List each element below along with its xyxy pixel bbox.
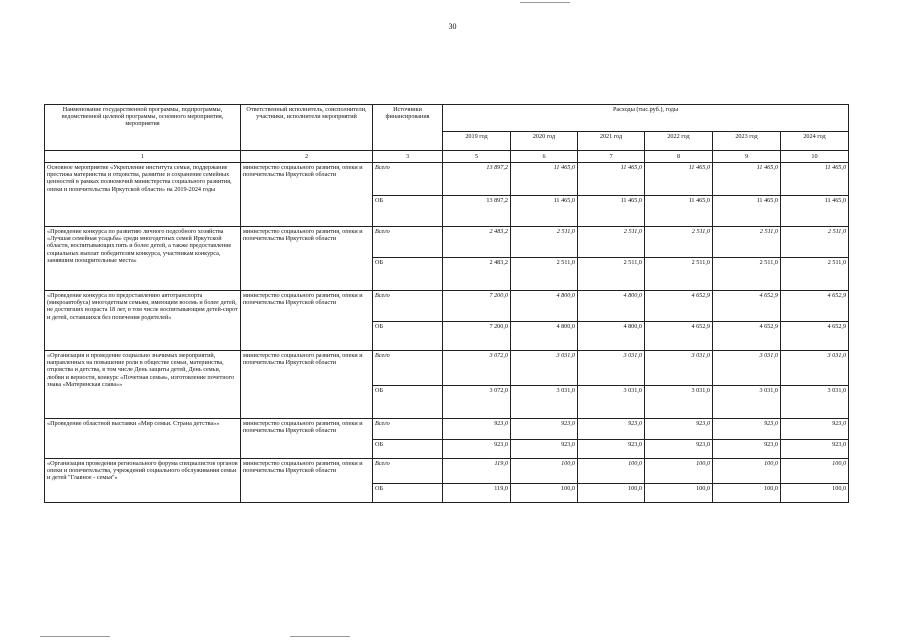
total-value: 4 800,0 (511, 291, 578, 322)
total-value: 923,0 (781, 419, 849, 440)
total-value: 100,0 (578, 459, 645, 484)
measure-name: «Организация проведения регионального форума специалистов органов опеки и попечительства, учреждений социального обслуживания семьи и детей "Главное - семья"» (45, 459, 241, 503)
ob-value: 119,0 (443, 484, 511, 503)
total-value: 923,0 (511, 419, 578, 440)
ob-value: 2 511,0 (511, 258, 578, 291)
total-value: 3 031,0 (645, 351, 713, 386)
column-number: 6 (511, 151, 578, 163)
table-row (45, 291, 849, 322)
header-year: 2023 год (713, 132, 781, 151)
column-number: 8 (645, 151, 713, 163)
ob-value: 923,0 (645, 440, 713, 459)
ob-value: 3 031,0 (713, 386, 781, 419)
ob-value: 923,0 (578, 440, 645, 459)
total-value: 119,0 (443, 459, 511, 484)
total-value: 4 652,9 (645, 291, 713, 322)
funding-source-total: Всего (373, 351, 443, 386)
total-value: 11 465,0 (713, 163, 781, 196)
funding-source-total: Всего (373, 291, 443, 322)
ob-value: 2 511,0 (645, 258, 713, 291)
ob-value: 2 511,0 (781, 258, 849, 291)
ob-value: 100,0 (645, 484, 713, 503)
total-value: 3 031,0 (511, 351, 578, 386)
table-row (45, 351, 849, 386)
ob-value: 4 800,0 (511, 322, 578, 351)
total-value: 923,0 (578, 419, 645, 440)
responsible-executor: министерство социального развития, опеки и попечительства Иркутской области (241, 163, 373, 227)
ob-value: 100,0 (578, 484, 645, 503)
table-row (45, 163, 849, 196)
total-value: 4 652,9 (713, 291, 781, 322)
ob-value: 100,0 (511, 484, 578, 503)
column-number: 3 (373, 151, 443, 163)
funding-source-ob: ОБ (373, 386, 443, 419)
ob-value: 11 465,0 (781, 196, 849, 227)
total-value: 2 511,0 (511, 227, 578, 258)
header-responsible: Ответственный исполнитель, соисполнители, участники, исполнители мероприятий (241, 105, 373, 151)
column-number: 9 (713, 151, 781, 163)
table-row (45, 459, 849, 484)
ob-value: 4 652,9 (645, 322, 713, 351)
ob-value: 7 200,0 (443, 322, 511, 351)
funding-source-total: Всего (373, 459, 443, 484)
ob-value: 100,0 (713, 484, 781, 503)
total-value: 923,0 (713, 419, 781, 440)
total-value: 13 897,2 (443, 163, 511, 196)
funding-source-ob: ОБ (373, 196, 443, 227)
ob-value: 2 483,2 (443, 258, 511, 291)
total-value: 923,0 (645, 419, 713, 440)
table-row (45, 227, 849, 258)
ob-value: 100,0 (781, 484, 849, 503)
header-year: 2020 год (511, 132, 578, 151)
responsible-executor: министерство социального развития, опеки и попечительства Иркутской области (241, 419, 373, 459)
ob-value: 923,0 (511, 440, 578, 459)
header-program-name: Наименование государственной программы, подпрограммы, ведомственной целевой программы, основного мероприятия, мероприятия (45, 105, 241, 151)
responsible-executor: министерство социального развития, опеки и попечительства Иркутской области (241, 291, 373, 351)
page-number: 30 (448, 22, 457, 31)
funding-source-ob: ОБ (373, 322, 443, 351)
header-year: 2021 год (578, 132, 645, 151)
scan-artifact (40, 636, 110, 637)
total-value: 3 031,0 (781, 351, 849, 386)
funding-source-ob: ОБ (373, 440, 443, 459)
column-number: 10 (781, 151, 849, 163)
ob-value: 4 800,0 (578, 322, 645, 351)
total-value: 100,0 (713, 459, 781, 484)
funding-source-total: Всего (373, 419, 443, 440)
responsible-executor: министерство социального развития, опеки и попечительства Иркутской области (241, 227, 373, 291)
total-value: 2 511,0 (645, 227, 713, 258)
measure-name: «Организация и проведение социально значимых мероприятий, направленных на повышение роли в обществе семьи, материнства, отцовства и детства, в том числе День защиты детей, День семьи, любви и верности, конкурс «Почетная семья», изготовление почетного знака «Материнская слава»» (45, 351, 241, 419)
total-value: 100,0 (781, 459, 849, 484)
total-value: 11 465,0 (511, 163, 578, 196)
funding-source-ob: ОБ (373, 258, 443, 291)
funding-source-ob: ОБ (373, 484, 443, 503)
total-value: 2 511,0 (781, 227, 849, 258)
measure-name: «Проведение областной выставки «Мир семьи. Страна детства»» (45, 419, 241, 459)
total-value: 11 465,0 (645, 163, 713, 196)
measure-name: Основное мероприятие «Укрепление института семьи, поддержание престижа материнства и отцовства, развитие и сохранение семейных ценностей в рамках полномочий министерства социального развития, опеки и попечительства Иркутской области» на 2019-2024 годы (45, 163, 241, 227)
total-value: 100,0 (645, 459, 713, 484)
ob-value: 3 031,0 (781, 386, 849, 419)
scan-artifact (520, 2, 570, 3)
ob-value: 923,0 (781, 440, 849, 459)
header-year: 2024 год (781, 132, 849, 151)
ob-value: 3 031,0 (645, 386, 713, 419)
ob-value: 3 031,0 (511, 386, 578, 419)
total-value: 3 031,0 (578, 351, 645, 386)
header-expenses: Расходы (тыс.руб.), годы (443, 105, 849, 132)
total-value: 2 511,0 (578, 227, 645, 258)
measure-name: «Проведение конкурса по предоставлению автотранспорта (микроавтобуса) многодетным семьям, имеющим восемь и более детей, не достигших возраста 18 лет, в том числе воспитывающим детей-сирот и детей, оставшихся без попечения родителей» (45, 291, 241, 351)
ob-value: 11 465,0 (511, 196, 578, 227)
column-number: 5 (443, 151, 511, 163)
header-year: 2019 год (443, 132, 511, 151)
total-value: 11 465,0 (781, 163, 849, 196)
header-year: 2022 год (645, 132, 713, 151)
ob-value: 923,0 (713, 440, 781, 459)
total-value: 3 031,0 (713, 351, 781, 386)
ob-value: 3 072,0 (443, 386, 511, 419)
ob-value: 13 897,2 (443, 196, 511, 227)
table-row (45, 419, 849, 440)
column-number: 1 (45, 151, 241, 163)
column-number: 7 (578, 151, 645, 163)
scan-artifact (290, 636, 350, 637)
total-value: 923,0 (443, 419, 511, 440)
total-value: 4 652,9 (781, 291, 849, 322)
total-value: 100,0 (511, 459, 578, 484)
total-value: 11 465,0 (578, 163, 645, 196)
expenses-table (44, 104, 849, 503)
ob-value: 11 465,0 (578, 196, 645, 227)
total-value: 2 483,2 (443, 227, 511, 258)
ob-value: 4 652,9 (713, 322, 781, 351)
header-funding-source: Источники финансирования (373, 105, 443, 151)
total-value: 7 200,0 (443, 291, 511, 322)
ob-value: 11 465,0 (645, 196, 713, 227)
responsible-executor: министерство социального развития, опеки и попечительства Иркутской области (241, 351, 373, 419)
column-number: 2 (241, 151, 373, 163)
responsible-executor: министерство социального развития, опеки и попечительства Иркутской области (241, 459, 373, 503)
ob-value: 4 652,9 (781, 322, 849, 351)
total-value: 3 072,0 (443, 351, 511, 386)
ob-value: 923,0 (443, 440, 511, 459)
ob-value: 11 465,0 (713, 196, 781, 227)
total-value: 2 511,0 (713, 227, 781, 258)
ob-value: 3 031,0 (578, 386, 645, 419)
ob-value: 2 511,0 (713, 258, 781, 291)
ob-value: 2 511,0 (578, 258, 645, 291)
funding-source-total: Всего (373, 227, 443, 258)
total-value: 4 800,0 (578, 291, 645, 322)
measure-name: «Проведение конкурса по развитию личного подсобного хозяйства «Лучшая семейная усадьба» среди многодетных семей Иркутской области, воспитывающих пять и более детей, а также предоставление социальных выплат победителям конкурса, участникам конкурса, занявшим поощрительные места» (45, 227, 241, 291)
funding-source-total: Всего (373, 163, 443, 196)
